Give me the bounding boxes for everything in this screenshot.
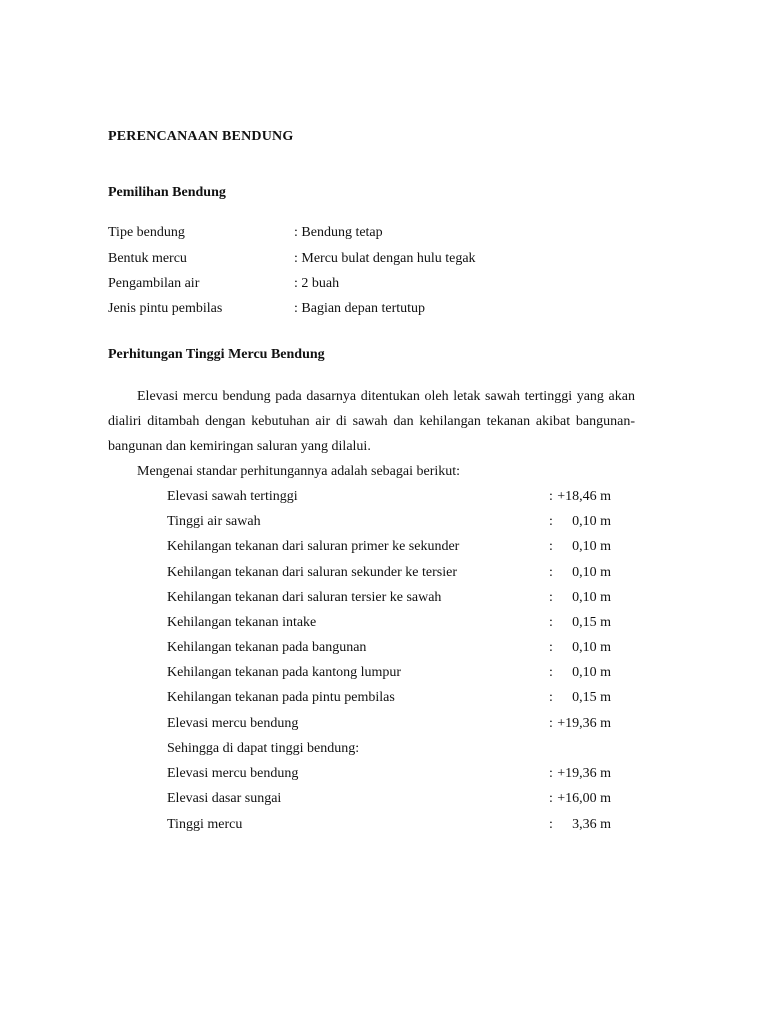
calc-label: Tinggi air sawah <box>167 514 261 529</box>
calc-label: Kehilangan tekanan pada pintu pembilas <box>167 690 395 705</box>
result-row <box>167 791 617 811</box>
calc-label: Kehilangan tekanan dari saluran tersier ke sawah <box>167 590 442 605</box>
spec-label: Tipe bendung <box>108 225 185 240</box>
calc-colon: : <box>549 690 553 705</box>
calc-label: Elevasi sawah tertinggi <box>167 489 298 504</box>
calc-value: 3,36 m <box>572 817 611 832</box>
calc-colon: : <box>549 615 553 630</box>
calc-value: 0,15 m <box>572 690 611 705</box>
calc-value: 0,10 m <box>572 514 611 529</box>
calc-row <box>167 489 617 509</box>
calc-row <box>167 716 617 736</box>
calc-row <box>167 514 617 534</box>
calc-row <box>167 539 617 559</box>
calc-value: +19,36 m <box>557 766 611 781</box>
spec-label: Pengambilan air <box>108 276 200 291</box>
calc-colon: : <box>549 640 553 655</box>
calc-colon: : <box>549 791 553 806</box>
body-paragraph: Elevasi mercu bendung pada dasarnya ditentukan oleh letak sawah tertinggi yang akan dialiri ditambah dengan kebutuhan air di sawah dan kehilangan tekanan akibat bangunan-bangunan dan kemiringan saluran yang dilalui. <box>108 389 635 454</box>
section-heading-pemilihan: Pemilihan Bendung <box>108 185 226 200</box>
intro-text: Mengenai standar perhitungannya adalah sebagai berikut: <box>137 464 461 479</box>
result-row <box>167 766 617 786</box>
calc-value: +18,46 m <box>557 489 611 504</box>
calc-value: +16,00 m <box>557 791 611 806</box>
calc-value: 0,10 m <box>572 539 611 554</box>
calc-colon: : <box>549 565 553 580</box>
spec-row <box>108 251 635 271</box>
result-intro: Sehingga di dapat tinggi bendung: <box>167 741 360 756</box>
spec-label: Jenis pintu pembilas <box>108 301 223 316</box>
spec-value: : 2 buah <box>294 276 340 291</box>
document-title: PERENCANAAN BENDUNG <box>108 129 294 144</box>
calc-label: Kehilangan tekanan intake <box>167 615 317 630</box>
calc-label: Elevasi mercu bendung <box>167 716 299 731</box>
calc-value: 0,10 m <box>572 565 611 580</box>
calc-label: Kehilangan tekanan dari saluran sekunder ke tersier <box>167 565 457 580</box>
calc-colon: : <box>549 514 553 529</box>
calc-row <box>167 615 617 635</box>
result-row <box>167 817 617 837</box>
calc-row <box>167 640 617 660</box>
calc-value: 0,10 m <box>572 590 611 605</box>
calc-colon: : <box>549 716 553 731</box>
calc-colon: : <box>549 539 553 554</box>
document-page <box>108 0 635 1024</box>
calc-label: Kehilangan tekanan dari saluran primer ke sekunder <box>167 539 460 554</box>
calc-label: Tinggi mercu <box>167 817 243 832</box>
spec-label: Bentuk mercu <box>108 251 187 266</box>
calc-value: 0,15 m <box>572 615 611 630</box>
calc-label: Elevasi mercu bendung <box>167 766 299 781</box>
calc-row <box>167 590 617 610</box>
calc-value: 0,10 m <box>572 640 611 655</box>
calc-colon: : <box>549 665 553 680</box>
spec-row <box>108 225 635 245</box>
calc-colon: : <box>549 766 553 781</box>
calc-value: +19,36 m <box>557 716 611 731</box>
calc-colon: : <box>549 817 553 832</box>
calc-label: Elevasi dasar sungai <box>167 791 282 806</box>
calc-row <box>167 565 617 585</box>
calc-value: 0,10 m <box>572 665 611 680</box>
spec-row <box>108 301 635 321</box>
spec-value: : Mercu bulat dengan hulu tegak <box>294 251 476 266</box>
calc-row <box>167 690 617 710</box>
spec-value: : Bagian depan tertutup <box>294 301 426 316</box>
calc-label: Kehilangan tekanan pada bangunan <box>167 640 367 655</box>
calc-colon: : <box>549 590 553 605</box>
section-heading-perhitungan: Perhitungan Tinggi Mercu Bendung <box>108 347 325 362</box>
spec-row <box>108 276 635 296</box>
calc-label: Kehilangan tekanan pada kantong lumpur <box>167 665 402 680</box>
spec-value: : Bendung tetap <box>294 225 383 240</box>
calc-row <box>167 665 617 685</box>
calc-colon: : <box>549 489 553 504</box>
